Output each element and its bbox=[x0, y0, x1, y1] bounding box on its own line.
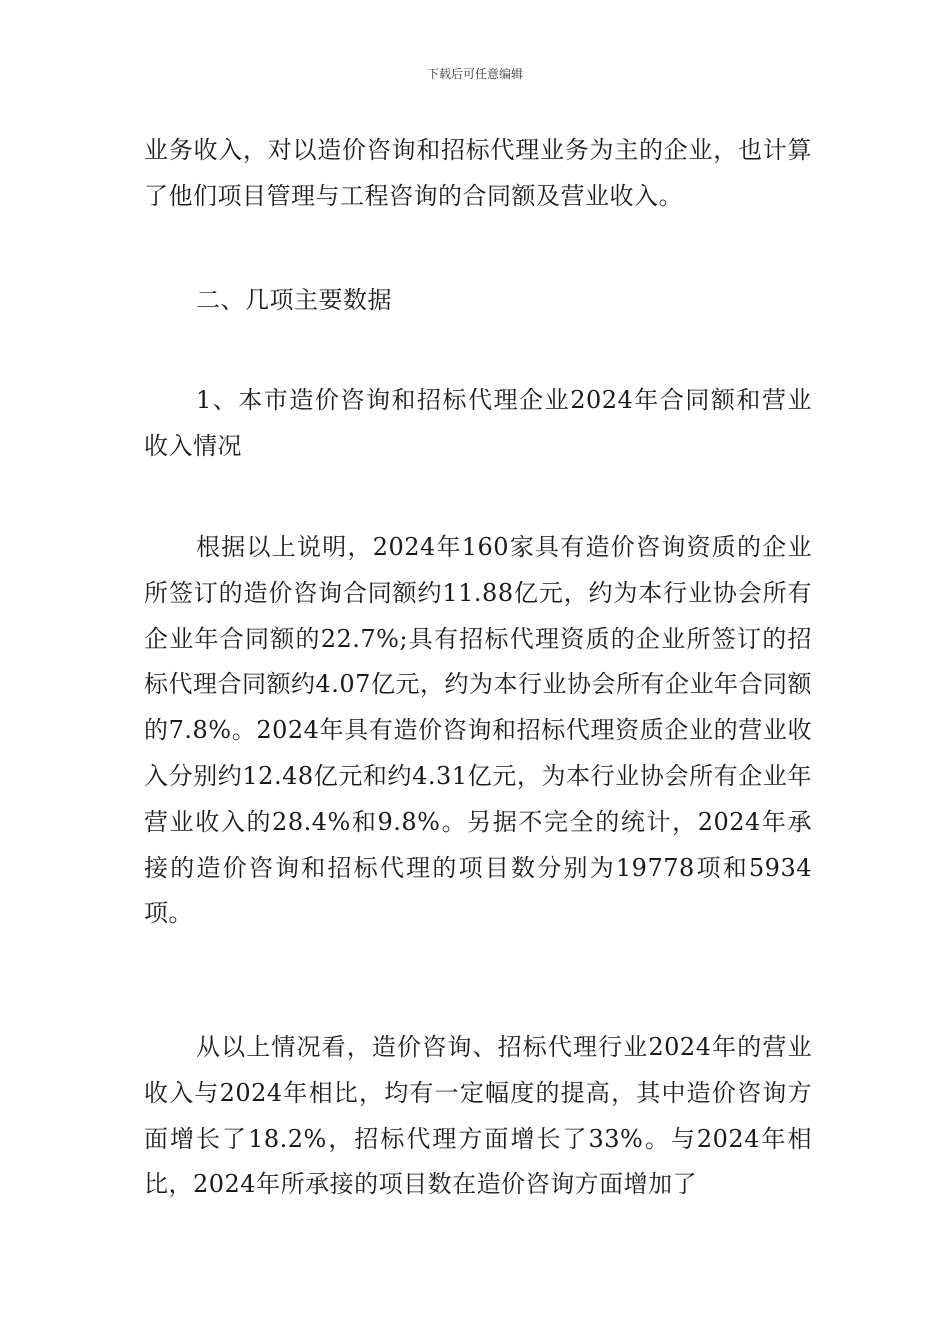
section-heading: 二、几项主要数据 bbox=[196, 286, 392, 314]
page-header-note: 下载后可任意编辑 bbox=[426, 67, 523, 81]
paragraph-continuation: 业务收入，对以造价咨询和招标代理业务为主的企业，也计算了他们项目管理与工程咨询的合同额及营业收入。 bbox=[144, 136, 812, 210]
paragraph-analysis: 从以上情况看，造价咨询、招标代理行业2024年的营业收入与2024年相比，均有一定幅度的提高，其中造价咨询方面增长了18.2%，招标代理方面增长了33%。与2024年相比，2024年所承接的项目数在造价咨询方面增加了 bbox=[144, 1033, 812, 1199]
paragraph-data-summary: 根据以上说明，2024年160家具有造价咨询资质的企业所签订的造价咨询合同额约11.88亿元，约为本行业协会所有企业年合同额的22.7%;具有招标代理资质的企业所签订的招标代理合同额约4.07亿元，约为本行业协会所有企业年合同额的7.8%。2024年具有造价咨询和招标代理资质企业的营业收入分别约12.48亿元和约4.31亿元，为本行业协会所有企业年营业收入的28.4%和9.8%。另据不完全的统计，2024年承接的造价咨询和招标代理的项目数分别为19778项和5934项。 bbox=[144, 533, 812, 928]
subsection-heading: 1、本市造价咨询和招标代理企业2024年合同额和营业收入情况 bbox=[144, 386, 812, 460]
